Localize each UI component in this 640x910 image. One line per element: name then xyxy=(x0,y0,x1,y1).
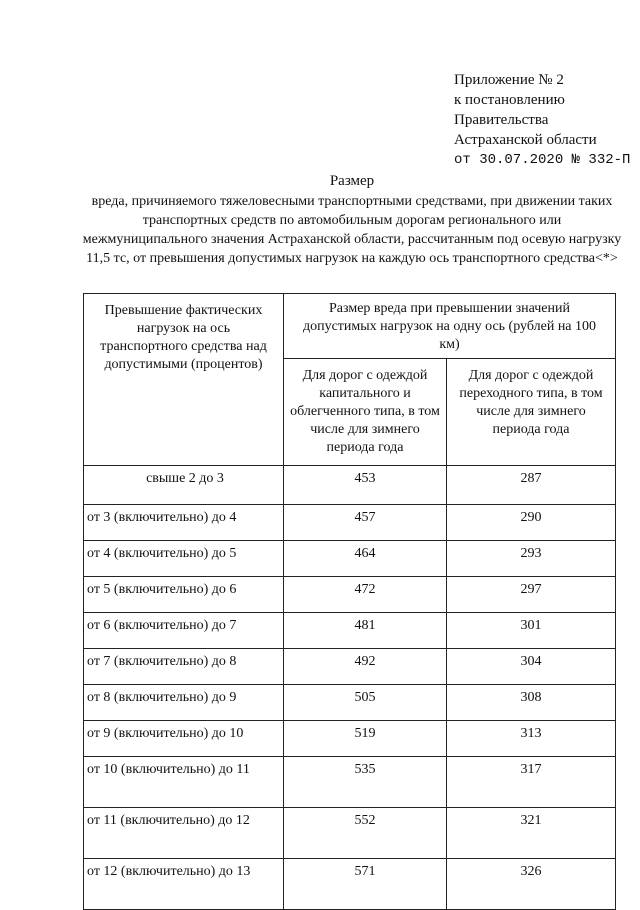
table-row xyxy=(84,757,616,808)
row-transitional-value: 326 xyxy=(447,859,616,910)
row-label: от 5 (включительно) до 6 xyxy=(84,577,284,613)
document-title: Размер xyxy=(329,173,375,189)
appendix-line: Астраханской области xyxy=(454,132,597,148)
header-overload-percent: Превышение фактических нагрузок на ось транспортного средства над допустимыми (процентов) xyxy=(84,294,284,466)
row-capital-value: 492 xyxy=(284,649,447,685)
header-transitional-roads: Для дорог с одеждой переходного типа, в том числе для зимнего периода года xyxy=(447,359,616,466)
table-row xyxy=(84,685,616,721)
table-row xyxy=(84,649,616,685)
table-row xyxy=(84,721,616,757)
row-transitional-value: 308 xyxy=(447,685,616,721)
table-row xyxy=(84,859,616,910)
row-transitional-value: 321 xyxy=(447,808,616,859)
table-row xyxy=(84,613,616,649)
row-label: от 4 (включительно) до 5 xyxy=(84,541,284,577)
appendix-line: Правительства xyxy=(454,112,549,128)
row-transitional-value: 290 xyxy=(447,505,616,541)
table-row xyxy=(84,808,616,859)
row-label: свыше 2 до 3 xyxy=(84,466,284,505)
damage-table xyxy=(83,293,616,910)
table-row xyxy=(84,505,616,541)
table-row xyxy=(84,577,616,613)
row-capital-value: 571 xyxy=(284,859,447,910)
row-transitional-value: 313 xyxy=(447,721,616,757)
row-transitional-value: 297 xyxy=(447,577,616,613)
appendix-header xyxy=(454,70,634,170)
row-capital-value: 453 xyxy=(284,466,447,505)
row-label: от 6 (включительно) до 7 xyxy=(84,613,284,649)
header-damage-amount: Размер вреда при превышении значений допустимых нагрузок на одну ось (рублей на 100 км) xyxy=(284,294,616,359)
row-capital-value: 464 xyxy=(284,541,447,577)
row-capital-value: 535 xyxy=(284,757,447,808)
table-row xyxy=(84,541,616,577)
table-row xyxy=(84,466,616,505)
row-capital-value: 472 xyxy=(284,577,447,613)
row-capital-value: 481 xyxy=(284,613,447,649)
row-label: от 12 (включительно) до 13 xyxy=(84,859,284,910)
row-label: от 10 (включительно) до 11 xyxy=(84,757,284,808)
appendix-line: к постановлению xyxy=(454,92,565,108)
document-subtitle: вреда, причиняемого тяжеловесными транспортными средствами, при движении таких транспортных средств по автомобильным дорогам регионального или межмуниципального значения Астраханской области, рассчитанным под осевую нагрузку 11,5 тс, от превышения допустимых нагрузок на каждую ось транспортного средства<*> xyxy=(82,194,622,266)
row-transitional-value: 293 xyxy=(447,541,616,577)
row-label: от 7 (включительно) до 8 xyxy=(84,649,284,685)
row-label: от 8 (включительно) до 9 xyxy=(84,685,284,721)
row-transitional-value: 287 xyxy=(447,466,616,505)
row-capital-value: 552 xyxy=(284,808,447,859)
appendix-line: Приложение № 2 xyxy=(454,72,564,88)
row-label: от 11 (включительно) до 12 xyxy=(84,808,284,859)
row-transitional-value: 317 xyxy=(447,757,616,808)
row-capital-value: 457 xyxy=(284,505,447,541)
row-capital-value: 505 xyxy=(284,685,447,721)
row-label: от 3 (включительно) до 4 xyxy=(84,505,284,541)
row-capital-value: 519 xyxy=(284,721,447,757)
header-capital-roads: Для дорог с одеждой капитального и облегченного типа, в том числе для зимнего периода года xyxy=(284,359,447,466)
row-label: от 9 (включительно) до 10 xyxy=(84,721,284,757)
row-transitional-value: 301 xyxy=(447,613,616,649)
appendix-date-number: от 30.07.2020 № 332-П xyxy=(454,152,631,168)
row-transitional-value: 304 xyxy=(447,649,616,685)
